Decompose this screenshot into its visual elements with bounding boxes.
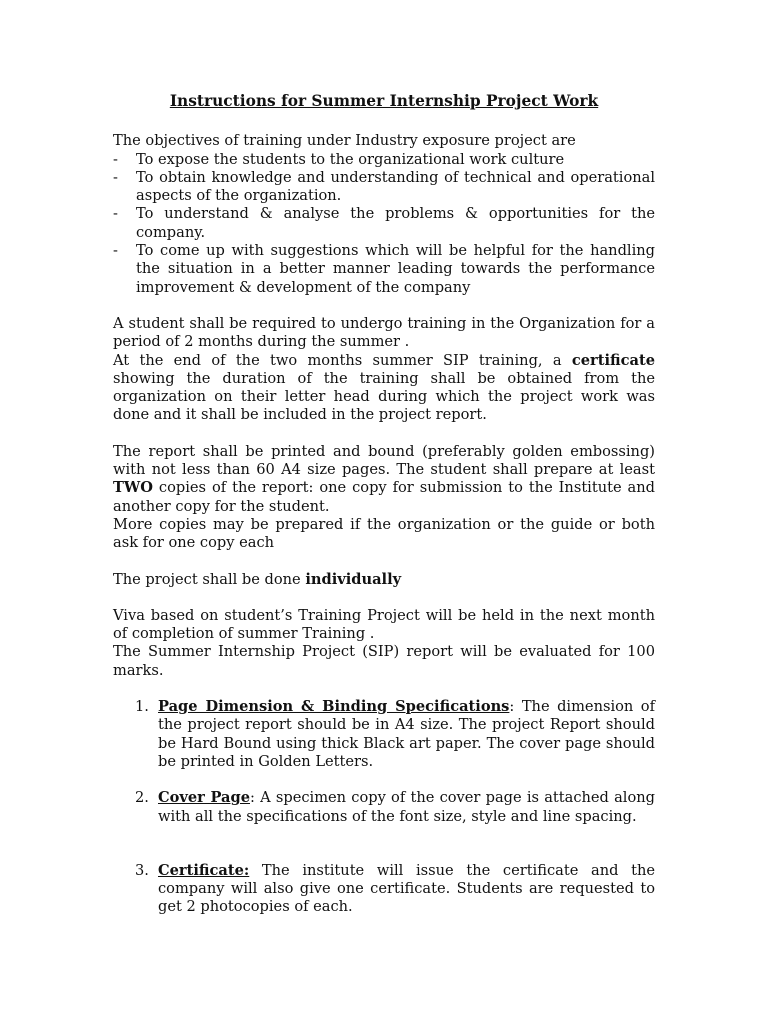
spec-item-page-dimension: 1. Page Dimension & Binding Specifications: The dimension of the project report should be in A4 size. The project Report should be Hard Bound using thick Black art paper. The cover page should be printed in Golden Letters. — [135, 698, 655, 770]
spec-item-certificate: 3. Certificate: The institute will issue the certificate and the company will also give one certificate. Students are requested to get 2 photocopies of each. — [135, 861, 655, 916]
objective-item: - To understand & analyse the problems & opportunities for the company. — [113, 205, 655, 241]
specifications-list — [113, 698, 655, 771]
objective-item: - To come up with suggestions which will be helpful for the handling the situation in a better manner leading towards the performance improvement & development of the company — [113, 242, 655, 296]
objectives-intro: The objectives of training under Industry exposure project are — [113, 132, 576, 150]
evaluation-paragraph: The Summer Internship Project (SIP) report will be evaluated for 100 marks. — [113, 643, 655, 679]
objective-item: - To obtain knowledge and understanding of technical and operational aspects of the organization. — [113, 168, 655, 205]
individual-paragraph: The project shall be done individually — [113, 570, 402, 588]
spec-heading: Cover Page — [158, 789, 250, 807]
document-title: Instructions for Summer Internship Project Work — [169, 92, 599, 110]
report-binding-paragraph: The report shall be printed and bound (preferably golden embossing) with not less than 60 A4 size pages. The student shall prepare at least TWO copies of the report: one copy for submission to the Institute and another copy for the student. — [113, 442, 655, 515]
more-copies-paragraph: More copies may be prepared if the organization or the guide or both ask for one copy each — [113, 515, 655, 552]
objectives-list — [113, 151, 655, 297]
spec-item-cover-page: 2. Cover Page: A specimen copy of the cover page is attached along with all the specifications of the font size, style and line spacing. — [135, 789, 656, 825]
two-copies-emphasis: TWO — [113, 479, 153, 497]
spec-heading: Page Dimension & Binding Specifications — [158, 698, 510, 716]
certificate-emphasis: certificate — [571, 351, 655, 369]
spec-heading: Certificate: — [158, 861, 250, 879]
training-duration-paragraph: A student shall be required to undergo training in the Organization for a period of 2 months during the summer . — [113, 314, 655, 351]
viva-paragraph: Viva based on student’s Training Project will be held in the next month of completion of summer Training . — [113, 606, 655, 643]
objective-item: - To expose the students to the organizational work culture — [113, 150, 565, 168]
certificate-paragraph: At the end of the two months summer SIP training, a certificate showing the duration of the training shall be obtained from the organization on their letter head during which the project work was done and it shall be included in the project report. — [113, 351, 655, 424]
individually-emphasis: individually — [305, 570, 402, 588]
